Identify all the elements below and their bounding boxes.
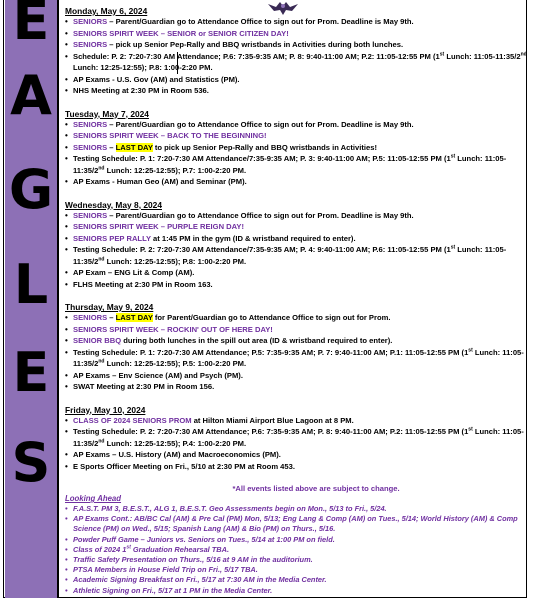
day-heading: Monday, May 6, 2024 bbox=[65, 6, 148, 16]
day-item-list bbox=[65, 210, 527, 291]
section-spacer bbox=[65, 97, 527, 109]
item-text: – Parent/Guardian go to Attendance Office to sign out for Prom. Deadline is May 9th. bbox=[107, 17, 414, 26]
purple-text: SENIORS bbox=[73, 313, 108, 322]
list-item bbox=[65, 347, 527, 370]
superscript-text: nd bbox=[98, 164, 105, 171]
list-item bbox=[65, 119, 527, 131]
list-item bbox=[65, 176, 527, 188]
superscript-text: nd bbox=[98, 358, 105, 365]
purple-text: CLASS OF 2024 SENIORS PROM bbox=[73, 415, 192, 425]
item-text: Schedule: P. 2: 7:20-7:30 AM Attendance; P.6: 7:35-9:35 AM; P. 8: 9:40-11:00 AM; P.2: 11:05-12:55 PM (1 bbox=[73, 51, 440, 61]
list-item bbox=[65, 233, 527, 245]
superscript-text: nd bbox=[98, 255, 105, 262]
list-item bbox=[65, 461, 527, 473]
list-item bbox=[65, 85, 527, 97]
item-text: for Parent/Guardian go to Attendance Office to sign out for Prom. bbox=[152, 313, 391, 322]
item-text: at Hilton Miami Airport Blue Lagoon at 8 PM. bbox=[191, 415, 354, 425]
list-item bbox=[65, 370, 527, 382]
list-item bbox=[65, 221, 527, 233]
list-item bbox=[65, 39, 527, 51]
item-text: AP Exam – ENG Lit & Comp (AM). bbox=[73, 268, 195, 277]
superscript-text: st bbox=[126, 544, 131, 551]
purple-text: SENIORS bbox=[73, 17, 108, 26]
day-heading: Thursday, May 9, 2024 bbox=[65, 302, 154, 312]
list-item bbox=[65, 514, 527, 534]
list-item bbox=[65, 449, 527, 461]
superscript-text: st bbox=[439, 50, 445, 57]
sidebar-letter: E bbox=[12, 341, 50, 404]
day-item-list bbox=[65, 119, 527, 188]
list-item bbox=[65, 130, 527, 142]
item-text: – bbox=[107, 142, 116, 152]
day-item-list bbox=[65, 415, 527, 473]
item-text: Testing Schedule: P. 1: 7:20-7:30 AM Attendance; P.5: 7:35-9:35 AM; P. 7: 9:40-11:00 AM; P.1: 11:05-12:55 PM (1 bbox=[73, 347, 469, 357]
item-text: Lunch: 11:05-11:35/2 bbox=[73, 347, 524, 368]
purple-text: SENIORS PEP RALLY bbox=[73, 233, 151, 243]
item-text: Lunch: 12:25-12:55); P.5: 1:00-2:20 PM. bbox=[104, 359, 247, 368]
item-text: Lunch: 12:25-12:55); P.4: 1:00-2:20 PM. bbox=[104, 438, 247, 448]
day-heading: Wednesday, May 8, 2024 bbox=[65, 199, 162, 210]
day-heading: Friday, May 10, 2024 bbox=[65, 404, 146, 415]
list-item bbox=[65, 16, 527, 28]
sidebar-letter: E bbox=[12, 0, 50, 52]
list-item bbox=[65, 586, 527, 596]
item-text: Athletic Signing on Fri., 5/17 at 1 PM in the Media Center. bbox=[73, 585, 273, 595]
sidebar-letter: S bbox=[11, 431, 51, 494]
disclaimer-note: *All events listed above are subject to change. bbox=[232, 484, 400, 493]
list-item bbox=[65, 535, 527, 545]
looking-ahead-list bbox=[65, 504, 527, 596]
day-item-list bbox=[65, 16, 527, 97]
list-item bbox=[65, 381, 527, 393]
list-item bbox=[65, 210, 527, 222]
day-heading: Tuesday, May 7, 2024 bbox=[65, 108, 149, 119]
day-item-list bbox=[65, 312, 527, 393]
list-item bbox=[65, 504, 527, 514]
highlighted-text: LAST DAY bbox=[115, 313, 153, 322]
list-item bbox=[65, 279, 527, 291]
purple-text: SENIOR BBQ bbox=[73, 336, 122, 345]
item-text: Testing Schedule: P. 2: 7:20-7:30 AM Attendance/7:35-9:35 AM; P. 4: 9:40-11:00 AM; P.6: 11:05-12:55 PM (1 bbox=[73, 245, 451, 254]
item-text: Academic Signing Breakfast on Fri., 5/17 at 7:30 AM in the Media Center. bbox=[73, 575, 327, 585]
item-text: AP Exams Cont.: AB/BC Cal (AM) & Pre Cal (PM) Mon, 5/13; Eng Lang & Comp (AM) on Tues., 5/14; World History (AM) & Comp Science (PM) on Wed., 5/15; Spanish Lang (AM) & Bio (PM) on Thurs., 5/16. bbox=[73, 514, 518, 534]
item-text: Lunch: 11:05-11:35/2 bbox=[73, 154, 507, 175]
list-item bbox=[65, 335, 527, 347]
item-text: Lunch: 12:25-12:55); P.7: 1:00-2:20 PM. bbox=[104, 165, 247, 175]
item-text: AP Exams – U.S. History (AM) and Macroeconomics (PM). bbox=[73, 450, 281, 459]
superscript-text: nd bbox=[520, 50, 527, 57]
section-spacer bbox=[65, 472, 527, 484]
section-spacer bbox=[65, 290, 527, 302]
list-item bbox=[65, 153, 527, 176]
superscript-text: st bbox=[468, 426, 473, 433]
item-text: Graduation Rehearsal TBA. bbox=[130, 544, 230, 554]
superscript-text: st bbox=[450, 244, 456, 251]
item-text: NHS Meeting at 2:30 PM in Room 536. bbox=[73, 86, 209, 95]
item-text: AP Exams – Env Science (AM) and Psych (PM). bbox=[73, 370, 243, 380]
purple-text: SENIORS bbox=[73, 119, 108, 129]
sidebar-letter: G bbox=[8, 158, 54, 221]
item-text: Lunch: 12:25-12:55); P.8: 1:00-2:20 PM. bbox=[73, 63, 213, 72]
item-text: Testing Schedule: P. 1: 7:20-7:30 AM Attendance/7:35-9:35 AM; P. 3: 9:40-11:00 AM; P.5: 11:05-12:55 PM (1 bbox=[73, 154, 451, 163]
section-spacer bbox=[65, 188, 527, 200]
announcements-content bbox=[65, 6, 527, 596]
list-item bbox=[65, 426, 527, 449]
list-item bbox=[65, 324, 527, 336]
item-text: SWAT Meeting at 2:30 PM in Room 156. bbox=[73, 382, 215, 391]
purple-text: SENIORS SPIRIT WEEK – PURPLE REIGN DAY! bbox=[73, 222, 245, 231]
item-text: Powder Puff Game – Juniors vs. Seniors on Tues., 5/14 at 1:00 PM on field. bbox=[73, 534, 335, 544]
item-text: Lunch: 12:25-12:55); P.8: 1:00-2:20 PM. bbox=[104, 256, 247, 266]
item-text: F.A.S.T. PM 3, B.E.S.T., ALG 1, B.E.S.T. Geo Assessments begin on Mon., 5/13 to Fri., 5/24. bbox=[73, 504, 387, 513]
superscript-text: st bbox=[468, 346, 473, 353]
item-text: E Sports Officer Meeting on Fri., 5/10 at 2:30 PM at Room 453. bbox=[73, 461, 295, 471]
item-text: AP Exams - Human Geo (AM) and Seminar (PM). bbox=[73, 177, 247, 186]
item-text: FLHS Meeting at 2:30 PM in Room 163. bbox=[73, 279, 213, 289]
superscript-text: nd bbox=[98, 437, 105, 444]
list-item bbox=[65, 51, 527, 74]
purple-text: SENIORS bbox=[73, 210, 108, 220]
purple-text: SENIORS bbox=[73, 142, 108, 152]
list-item bbox=[65, 74, 527, 86]
list-item bbox=[65, 575, 527, 585]
item-text: PTSA Members in House Field Trip on Fri., 5/17 TBA. bbox=[73, 565, 258, 575]
item-text: at 1:45 PM in the gym (ID & wristband required to enter). bbox=[150, 233, 356, 243]
highlighted-text: LAST DAY bbox=[115, 142, 153, 152]
item-text: Traffic Safety Presentation on Thurs., 5/16 at 9 AM in the auditorium. bbox=[73, 555, 313, 565]
looking-ahead-heading: Looking Ahead bbox=[65, 494, 122, 503]
eagles-sidebar bbox=[5, 0, 59, 598]
list-item bbox=[65, 142, 527, 154]
sidebar-letter: A bbox=[10, 64, 52, 127]
item-text: to pick up Senior Pep-Rally and BBQ wristbands in Activities! bbox=[152, 142, 377, 152]
item-text: AP Exams - U.S. Gov (AM) and Statistics (PM). bbox=[73, 74, 240, 84]
item-text: Lunch: 11:05-11:35/2 bbox=[444, 51, 521, 61]
list-item bbox=[65, 244, 527, 267]
item-text: Lunch: 11:05-11:35/2 bbox=[73, 427, 524, 448]
section-spacer bbox=[65, 393, 527, 405]
item-text: Testing Schedule: P. 2: 7:20-7:30 AM Attendance; P.6: 7:35-9:35 AM; P. 8: 9:40-11:00 AM; P.2: 11:05-12:55 PM (1 bbox=[73, 427, 469, 436]
superscript-text: st bbox=[450, 153, 456, 160]
item-text: – pick up Senior Pep-Rally and BBQ wristbands in Activities during both lunches. bbox=[107, 40, 404, 49]
list-item bbox=[65, 415, 527, 427]
purple-text: SENIORS SPIRIT WEEK – BACK TO THE BEGINNING! bbox=[73, 131, 267, 140]
purple-text: SENIORS SPIRIT WEEK – SENIOR or SENIOR CITIZEN DAY! bbox=[73, 28, 289, 38]
list-item bbox=[65, 312, 527, 324]
list-item bbox=[65, 267, 527, 279]
item-text: during both lunches in the spill out area (ID & wristband required to enter). bbox=[121, 336, 393, 345]
sidebar-letter: L bbox=[13, 253, 49, 316]
purple-text: SENIORS bbox=[73, 40, 108, 49]
purple-text: SENIORS SPIRIT WEEK – ROCKIN' OUT OF HERE DAY! bbox=[73, 324, 273, 334]
list-item bbox=[65, 545, 527, 555]
item-text: Class of 2024 1 bbox=[73, 544, 127, 554]
item-text: – Parent/Guardian go to Attendance Office to sign out for Prom. Deadline is May 9th. bbox=[107, 210, 414, 220]
item-text: – bbox=[107, 313, 116, 322]
list-item bbox=[65, 555, 527, 565]
item-text: Lunch: 11:05-11:35/2 bbox=[73, 245, 507, 266]
list-item bbox=[65, 565, 527, 575]
list-item bbox=[65, 28, 527, 40]
item-text: – Parent/Guardian go to Attendance Office to sign out for Prom. Deadline is May 9th. bbox=[107, 119, 414, 129]
